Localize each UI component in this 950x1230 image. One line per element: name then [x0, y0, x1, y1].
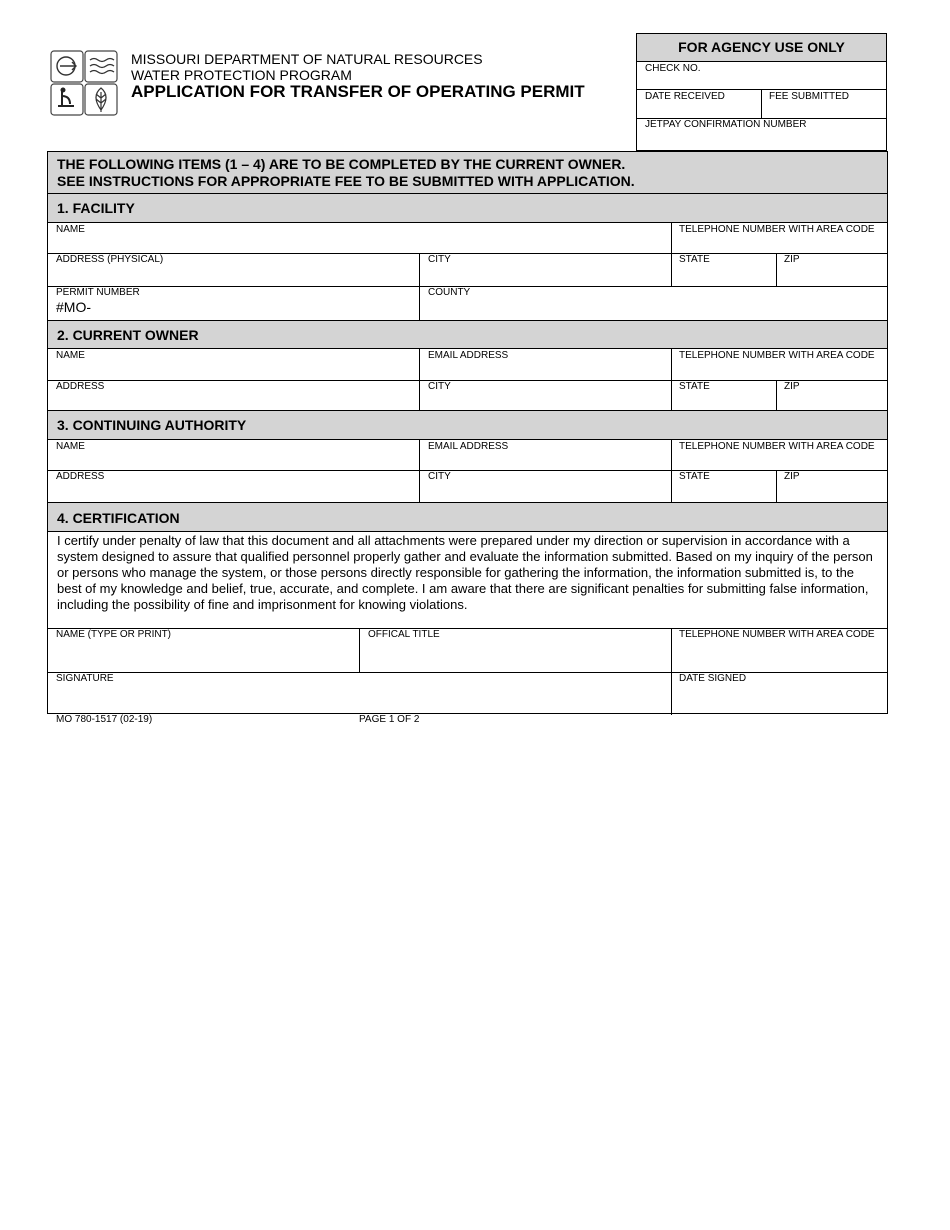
fee-submitted-label: FEE SUBMITTED	[769, 91, 850, 102]
authority-address-field[interactable]: ADDRESS	[56, 471, 105, 482]
owner-telephone-field[interactable]: TELEPHONE NUMBER WITH AREA CODE	[679, 350, 875, 361]
agency-use-box	[636, 33, 887, 151]
facility-zip-field[interactable]: ZIP	[784, 254, 800, 265]
agency-use-title: FOR AGENCY USE ONLY	[637, 34, 886, 62]
dnr-logo	[50, 50, 118, 116]
authority-city-field[interactable]: CITY	[428, 471, 451, 482]
owner-name-field[interactable]: NAME	[56, 350, 85, 361]
certification-title: 4. CERTIFICATION	[57, 510, 180, 526]
owner-state-field[interactable]: STATE	[679, 381, 710, 392]
date-received-label: DATE RECEIVED	[645, 91, 725, 102]
check-no-label: CHECK NO.	[645, 63, 701, 74]
official-title-field[interactable]: OFFICAL TITLE	[368, 629, 440, 640]
owner-zip-field[interactable]: ZIP	[784, 381, 800, 392]
form-number: MO 780-1517 (02-19)	[56, 714, 153, 725]
signature-field[interactable]: SIGNATURE	[56, 673, 114, 684]
form-title: APPLICATION FOR TRANSFER OF OPERATING PERMIT	[131, 82, 585, 101]
certification-section-header	[48, 502, 887, 532]
facility-city-field[interactable]: CITY	[428, 254, 451, 265]
instructions-line1: THE FOLLOWING ITEMS (1 – 4) ARE TO BE COMPLETED BY THE CURRENT OWNER.	[57, 156, 626, 172]
agency-name: MISSOURI DEPARTMENT OF NATURAL RESOURCES	[131, 51, 483, 67]
facility-address-field[interactable]: ADDRESS (PHYSICAL)	[56, 254, 164, 265]
owner-city-field[interactable]: CITY	[428, 381, 451, 392]
application-form	[47, 151, 888, 714]
authority-telephone-field[interactable]: TELEPHONE NUMBER WITH AREA CODE	[679, 441, 875, 452]
authority-state-field[interactable]: STATE	[679, 471, 710, 482]
page-number: PAGE 1 OF 2	[359, 714, 420, 725]
instructions-line2: SEE INSTRUCTIONS FOR APPROPRIATE FEE TO BE SUBMITTED WITH APPLICATION.	[57, 173, 635, 189]
facility-telephone-field[interactable]: TELEPHONE NUMBER WITH AREA CODE	[679, 224, 875, 235]
current-owner-section-header	[48, 320, 887, 349]
program-name: WATER PROTECTION PROGRAM	[131, 67, 352, 83]
certifier-telephone-field[interactable]: TELEPHONE NUMBER WITH AREA CODE	[679, 629, 875, 640]
certification-statement: I certify under penalty of law that this document and all attachments were prepared under my direction or supervision in accordance with a system designed to assure that qualified personnel properly gather and evaluate the information submitted. Based on my inquiry of the person or persons who manage the system, or those persons directly responsible for gathering the information, the information submitted is, to the best of my knowledge and belief, true, accurate, and complete. I am aware that there are significant penalties for submitting false information, including the possibility of fine and imprisonment for knowing violations.	[57, 533, 873, 612]
facility-state-field[interactable]: STATE	[679, 254, 710, 265]
facility-county-field[interactable]: COUNTY	[428, 287, 471, 298]
owner-address-field[interactable]: ADDRESS	[56, 381, 105, 392]
facility-section-header	[48, 194, 887, 223]
date-signed-field[interactable]: DATE SIGNED	[679, 673, 747, 684]
authority-zip-field[interactable]: ZIP	[784, 471, 800, 482]
continuing-authority-section-header	[48, 410, 887, 440]
permit-number-label: PERMIT NUMBER	[56, 287, 140, 298]
continuing-authority-title: 3. CONTINUING AUTHORITY	[57, 417, 247, 433]
facility-name-field[interactable]: NAME	[56, 224, 85, 235]
jetpay-label: JETPAY CONFIRMATION NUMBER	[645, 119, 807, 130]
current-owner-title: 2. CURRENT OWNER	[57, 327, 199, 343]
authority-name-field[interactable]: NAME	[56, 441, 85, 452]
owner-email-field[interactable]: EMAIL ADDRESS	[428, 350, 509, 361]
authority-email-field[interactable]: EMAIL ADDRESS	[428, 441, 509, 452]
facility-title: 1. FACILITY	[57, 200, 135, 216]
permit-number-field[interactable]: #MO-	[56, 299, 91, 315]
instructions-band	[48, 152, 887, 194]
certifier-name-field[interactable]: NAME (TYPE OR PRINT)	[56, 629, 172, 640]
